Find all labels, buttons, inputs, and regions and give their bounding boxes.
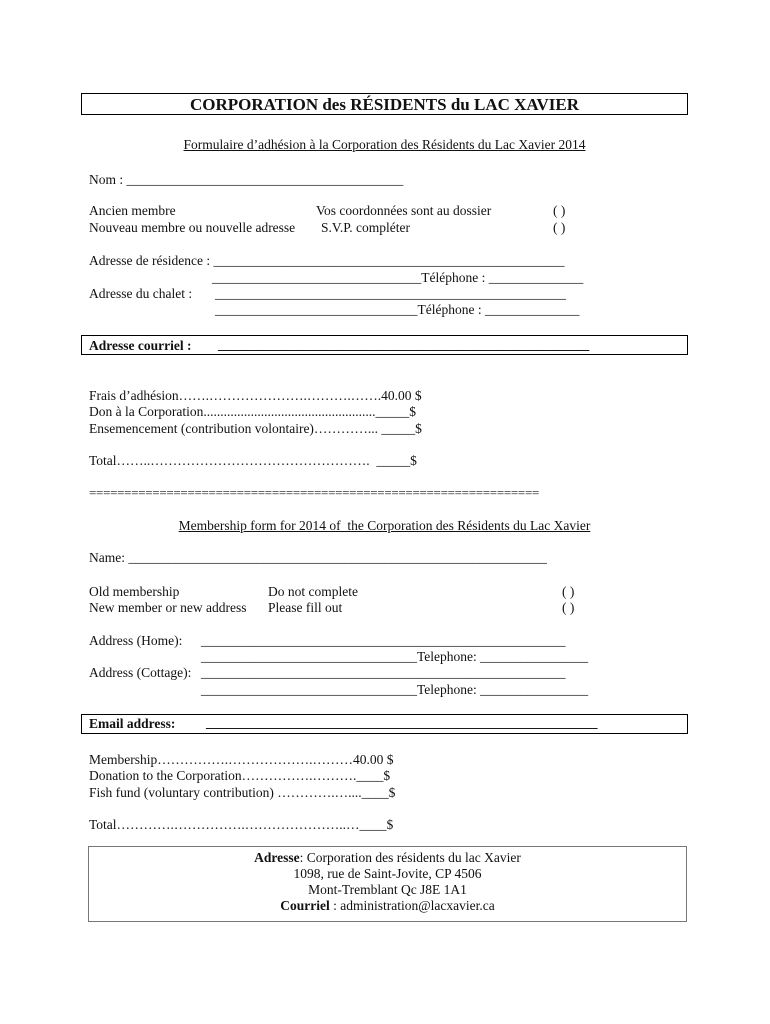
address-cottage-field[interactable]: ______________________________________________________ (201, 665, 566, 680)
chalet-telephone-field[interactable]: ______________________________Téléphone : ______________ (215, 302, 580, 317)
adresse-residence-field[interactable]: Adresse de résidence : ____________________________________________________ (89, 253, 565, 268)
total-fr-line[interactable]: Total……..…………………………………………. _____$ (89, 453, 417, 468)
email-address-field[interactable]: __________________________________________________________ (206, 715, 598, 730)
please-fill-out-label: Please fill out (268, 600, 343, 615)
mailing-address-box (88, 846, 687, 922)
nouveau-membre-checkbox[interactable]: ( ) (553, 220, 566, 235)
ancien-membre-checkbox[interactable]: ( ) (553, 203, 566, 218)
total-en-line[interactable]: Total………….…………….…………………..…____$ (89, 817, 394, 832)
footer-city: Mont-Tremblant Qc J8E 1A1 (308, 882, 467, 897)
adresse-courriel-label: Adresse courriel : (89, 338, 192, 353)
footer-courriel-line (89, 898, 686, 914)
footer-courriel-label: Courriel (280, 898, 330, 913)
new-member-checkbox[interactable]: ( ) (562, 600, 575, 615)
footer-address-line (89, 850, 686, 866)
coordonnees-au-dossier-label: Vos coordonnées sont au dossier (316, 203, 492, 218)
fish-fund-line[interactable]: Fish fund (voluntary contribution) ………….…....____$ (89, 785, 396, 800)
frais-adhesion-line: Frais d’adhésion…….………………….……….…….40.00 $ (89, 388, 422, 403)
adresse-courriel-field[interactable]: _______________________________________________________ (218, 337, 590, 352)
footer-courriel-text: : administration@lacxavier.ca (329, 898, 495, 913)
nouveau-membre-label: Nouveau membre ou nouvelle adresse (89, 220, 296, 235)
don-corporation-line[interactable]: Don à la Corporation..................................................._____$ (89, 404, 416, 419)
adresse-chalet-label: Adresse du chalet : (89, 286, 193, 301)
donation-line[interactable]: Donation to the Corporation…………….……….____$ (89, 768, 391, 783)
address-cottage-label: Address (Cottage): (89, 665, 192, 680)
old-membership-label: Old membership (89, 584, 180, 599)
address-home-field[interactable]: ______________________________________________________ (201, 633, 566, 648)
membership-line: Membership…………….……………….………40.00 $ (89, 752, 394, 767)
footer-adresse-label: Adresse (254, 850, 300, 865)
section-separator: ================================================================ (89, 485, 540, 500)
svp-completer-label: S.V.P. compléter (321, 220, 411, 235)
ancien-membre-label: Ancien membre (89, 203, 176, 218)
do-not-complete-label: Do not complete (268, 584, 358, 599)
title-box (81, 93, 688, 115)
footer-street: 1098, rue de Saint-Jovite, CP 4506 (293, 866, 482, 881)
home-telephone-field[interactable]: ________________________________Telephone: ________________ (201, 649, 589, 664)
email-address-label: Email address: (89, 716, 176, 731)
name-field[interactable]: Name: ______________________________________________________________ (89, 550, 547, 565)
footer-adresse-text: : Corporation des résidents du lac Xavier (299, 850, 521, 865)
ensemencement-line[interactable]: Ensemencement (contribution volontaire)…………... _____$ (89, 421, 422, 436)
french-form-subtitle: Formulaire d’adhésion à la Corporation des Résidents du Lac Xavier 2014 (183, 137, 586, 152)
cottage-telephone-field[interactable]: ________________________________Telephone: ________________ (201, 682, 589, 697)
adresse-chalet-field[interactable]: ____________________________________________________ (215, 286, 566, 301)
old-membership-checkbox[interactable]: ( ) (562, 584, 575, 599)
new-member-label: New member or new address (89, 600, 247, 615)
english-form-subtitle: Membership form for 2014 of the Corporation des Résidents du Lac Xavier (178, 518, 591, 533)
address-home-label: Address (Home): (89, 633, 183, 648)
residence-telephone-field[interactable]: _______________________________Téléphone : ______________ (212, 270, 584, 285)
page-title: CORPORATION des RÉSIDENTS du LAC XAVIER (189, 95, 580, 114)
nom-field[interactable]: Nom : _________________________________________ (89, 172, 404, 187)
